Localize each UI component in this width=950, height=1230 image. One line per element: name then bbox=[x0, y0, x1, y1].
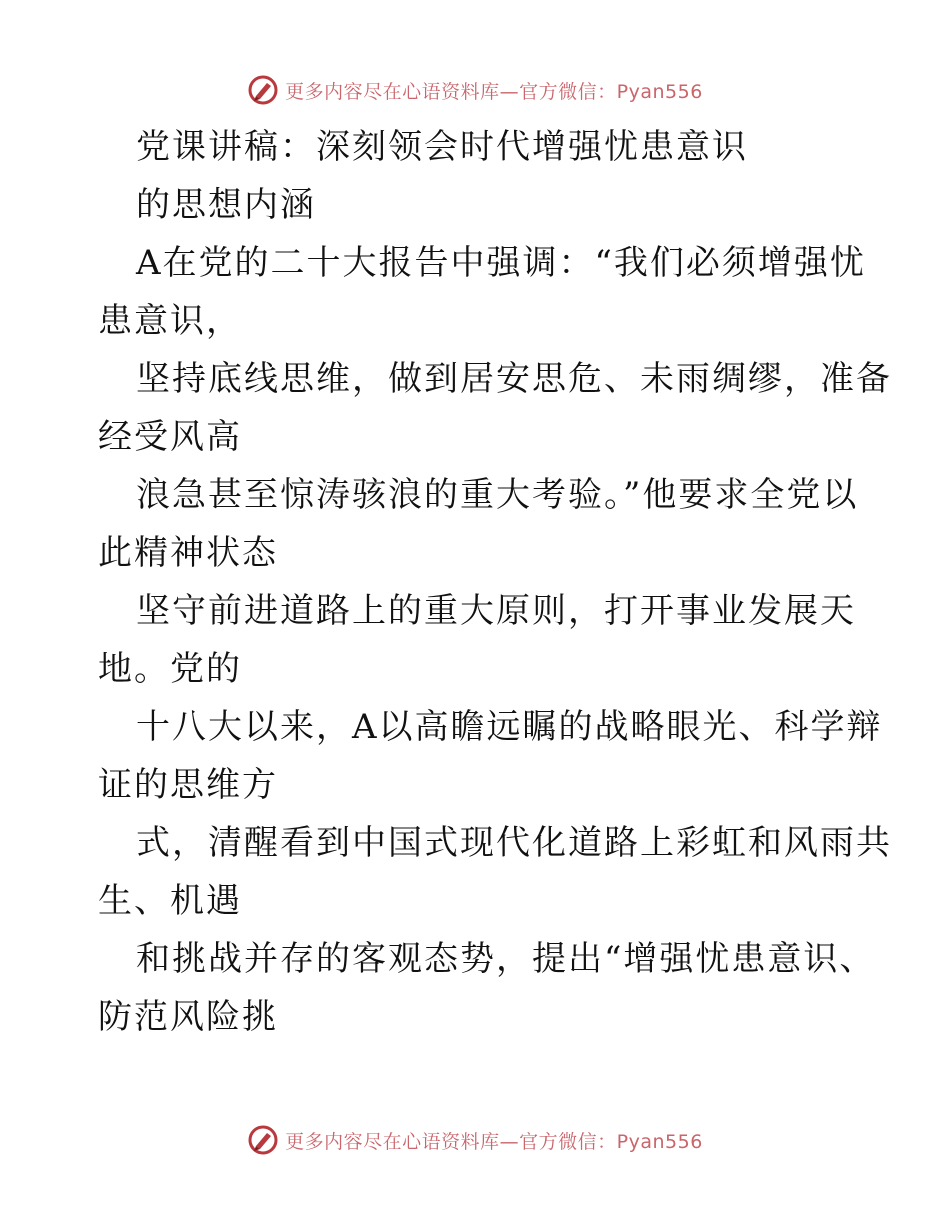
paragraph-line: 生、机遇 bbox=[98, 881, 242, 921]
paragraph-line: 的思想内涵 bbox=[136, 185, 316, 225]
paragraph-line: 地。党的 bbox=[98, 649, 242, 689]
pen-logo-icon bbox=[247, 1124, 279, 1156]
header-banner bbox=[0, 70, 950, 110]
paragraph-line: 党课讲稿：深刻领会时代增强忧患意识 bbox=[136, 127, 748, 167]
footer-banner-text: 更多内容尽在心语资料库—官方微信：Pyan556 bbox=[285, 1130, 703, 1153]
paragraph-line: 患意识， bbox=[98, 301, 242, 341]
paragraph-line: 此精神状态 bbox=[98, 533, 278, 573]
footer-banner bbox=[0, 1120, 950, 1160]
paragraph-line: 式，清醒看到中国式现代化道路上彩虹和风雨共 bbox=[136, 823, 892, 863]
header-banner-text: 更多内容尽在心语资料库—官方微信：Pyan556 bbox=[285, 80, 703, 103]
paragraph-line: 坚持底线思维，做到居安思危、未雨绸缪，准备 bbox=[136, 359, 892, 399]
paragraph-line: 十八大以来，A以高瞻远瞩的战略眼光、科学辩 bbox=[136, 707, 883, 747]
paragraph-line: 经受风高 bbox=[98, 417, 242, 457]
paragraph-line: 坚守前进道路上的重大原则，打开事业发展天 bbox=[136, 591, 856, 631]
paragraph-line: 浪急甚至惊涛骇浪的重大考验。”他要求全党以 bbox=[136, 475, 859, 515]
paragraph-line: A在党的二十大报告中强调：“我们必须增强忧 bbox=[136, 243, 866, 283]
pen-logo-icon bbox=[247, 74, 279, 106]
paragraph-line: 和挑战并存的客观态势，提出“增强忧患意识、 bbox=[136, 939, 876, 979]
paragraph-line: 防范风险挑 bbox=[98, 997, 278, 1037]
paragraph-line: 证的思维方 bbox=[98, 765, 278, 805]
document-body bbox=[98, 118, 892, 1046]
